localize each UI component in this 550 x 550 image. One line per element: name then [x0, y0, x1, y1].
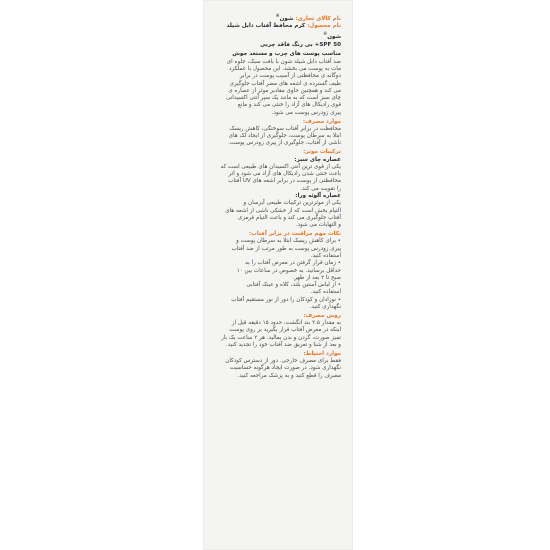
aloe-line: یکی از موثرترین ترکیبات طبیعی آبرسان و	[243, 200, 341, 207]
green-tea-text	[212, 164, 341, 193]
caution-heading: موارد احتیاط:	[303, 350, 341, 357]
intro-paragraph	[212, 51, 341, 117]
sun-care-text	[212, 238, 341, 311]
product-line-2: SPF 50+ بی رنگ فاقد چربی	[260, 41, 341, 48]
intro-line: طیف گسترده ی اشعه های مضر آفتاب جلوگیری	[229, 80, 341, 87]
green-tea-line: یکی از قوی ترین آنتی اکسیدان های طبیعی است که	[220, 163, 341, 170]
sun-care-line: • از لباس آستین بلند، کلاه و عینک آفتابی	[246, 282, 341, 289]
usage-text	[212, 126, 341, 148]
green-tea-line: باعث خنثی شدن رادیکال های آزاد می شود و اثر	[228, 171, 341, 178]
brand-line	[212, 12, 341, 23]
green-tea-line: محافظتی از پوست در برابر اشعه های UV آفتاب	[228, 178, 341, 185]
label-text-column	[212, 12, 341, 380]
intro-line: قوی رادیکال های آزاد را خنثی می کند و مانع	[237, 102, 341, 109]
intro-line: چای سبز است که به مانند یک سپر آنتی اکسیدانی	[226, 95, 341, 102]
sun-care-line: استفاده کنید.	[310, 252, 341, 259]
method-line: اینکه در معرض آفتاب قرار بگیرید بر روی پوست	[229, 327, 341, 334]
usage-line: ابتلا به سرطان پوست، جلوگیری از ایجاد لک های	[228, 133, 341, 140]
aloe-line: و التهابات می شود.	[295, 222, 341, 229]
aloe-line: آفتاب جلوگیری می کند و باعث التیام قرمزی	[237, 214, 341, 221]
intro-line: مناسب پوست های چرب و مستعد جوش	[232, 51, 341, 58]
product-title: نام محصول:	[307, 23, 341, 30]
brand-value: شون	[279, 15, 296, 22]
sun-care-line: استفاده کنید.	[310, 289, 341, 296]
usage-line: ناشی از آفتاب، جلوگیری از پیری زودرس پوست.	[228, 140, 341, 147]
sun-care-line: • نوزادان و کودکان را دور از نور مستقیم آفتاب	[231, 296, 341, 303]
product-registered-mark: ®	[323, 31, 328, 37]
method-text	[212, 320, 341, 349]
method-line: تمیز صورت، گردن و بدن بمالید. هر ۲ ساعت یک بار	[221, 334, 341, 341]
method-heading: روش مصرف:	[303, 312, 341, 319]
product-line	[212, 23, 341, 41]
aloe-heading: عصاره آلوئه ورا:	[295, 193, 341, 200]
brand-registered-mark: ®	[275, 13, 280, 18]
usage-line: محافظت در برابر آفتاب سوختگی، کاهش ریسک	[229, 125, 341, 132]
intro-line: پیری زودرس پوست می شود.	[271, 109, 341, 116]
intro-line: دوگانه ی محافظتی از آسیب پوست در برابر	[239, 73, 341, 80]
caution-line: نگهداری شود. در صورت ایجاد هرگونه حساسیت	[229, 365, 341, 372]
green-tea-heading: عصاره چای سبز:	[294, 156, 341, 163]
intro-line: می کند و همچنین حاوی مقادیر موثر از عصاره ی	[228, 87, 341, 94]
method-line: به مقدار ۲.۵ بند انگشت، حدود ۱۵ دقیقه قبل از	[231, 320, 341, 327]
product-value: کرم محافظ آفتاب دابل شیلد شون	[226, 23, 341, 41]
sun-care-line: پیری زودرس پوست به طور مرتب از ضد آفتاب	[231, 245, 341, 252]
intro-line: ضد آفتاب دابل شیلد شون با بافت سبک، جلوه ای	[226, 58, 341, 65]
sun-care-line: حداقل برسانید. به خصوص در ساعات بین ۱۰	[236, 267, 341, 274]
sun-care-line: • برای کاهش ریسک ابتلا به سرطان پوست و	[236, 238, 341, 245]
sun-care-line: نگهداری کنید.	[309, 304, 341, 310]
sun-care-line: • زمان قرار گرفتن در معرض آفتاب را به	[245, 260, 341, 267]
caution-text	[212, 358, 341, 380]
caution-line: فقط برای مصرف خارجی. دور از دسترس کودکان	[225, 358, 341, 365]
usage-heading: موارد مصرف:	[302, 118, 341, 125]
green-tea-line: را تقویت می کند.	[300, 185, 341, 192]
aloe-text	[212, 200, 341, 229]
ingredients-heading: ترکیبات موثر:	[303, 149, 341, 156]
sun-care-heading: نکات مهم مراقبت در برابر آفتاب:	[248, 231, 341, 238]
caution-line: مصرف را قطع کنید و به پزشک مراجعه کنید.	[237, 372, 341, 379]
aloe-line: التیام بخش است که از خشکی ناشی از اشعه های	[225, 207, 341, 214]
intro-line: مات به پوست می بخشد. این محصول با عملکرد	[228, 66, 341, 72]
method-line: و بعد از شنا و تعریق ضد آفتاب خود را تجدید کنید.	[225, 341, 341, 348]
brand-title: نام کالای تجاری:	[295, 15, 341, 22]
sun-care-line: صبح تا ۲ بعد از ظهر.	[292, 274, 341, 281]
